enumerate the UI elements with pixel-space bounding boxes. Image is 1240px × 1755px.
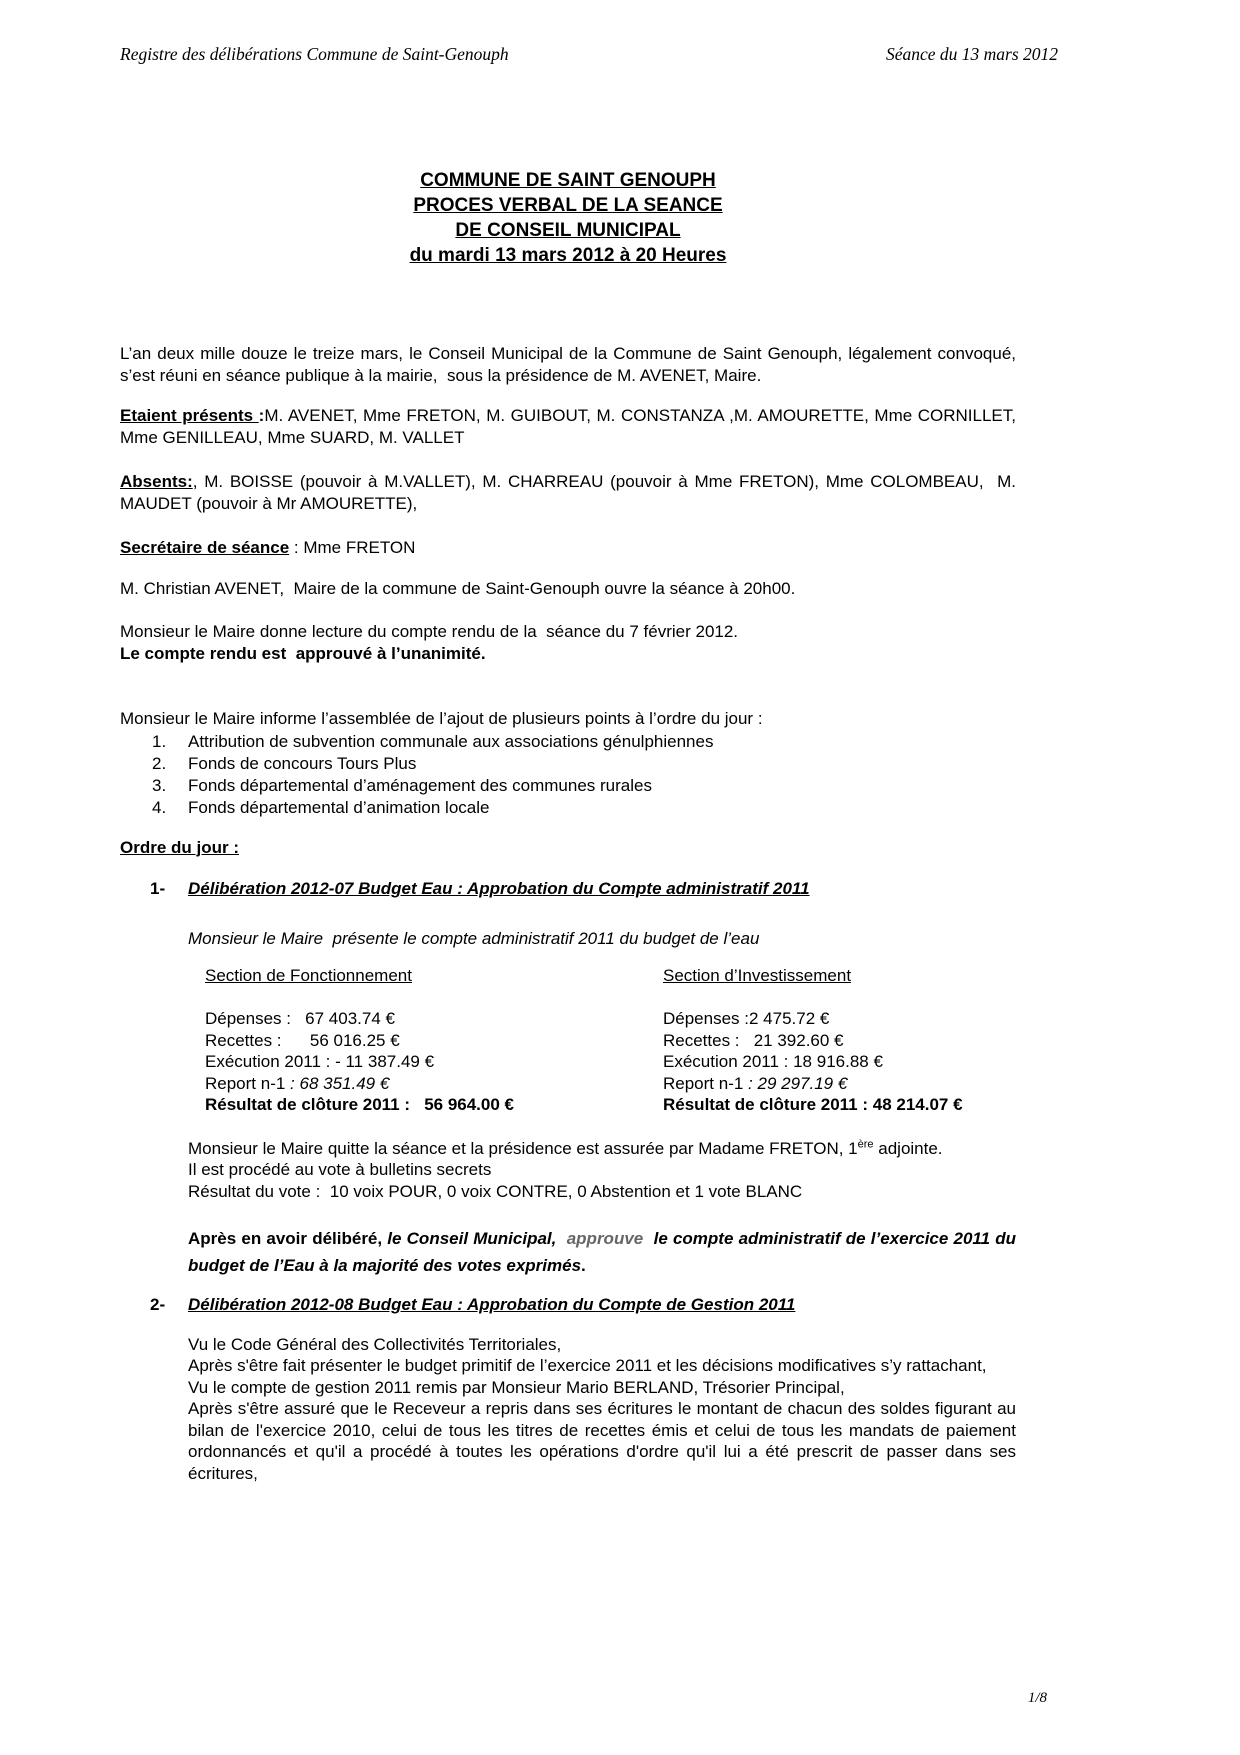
deliberation-1-heading bbox=[120, 878, 1016, 900]
presents-paragraph bbox=[120, 405, 1021, 448]
consideration-compte-gestion: Vu le compte de gestion 2011 remis par Monsieur Mario BERLAND, Trésorier Principal, bbox=[188, 1377, 845, 1397]
presents-names: M. AVENET, Mme FRETON, M. GUIBOUT, M. CONSTANZA ,M. AMOURETTE, Mme CORNILLET, Mme GENILLEAU, Mme SUARD, M. VALLET bbox=[120, 406, 1021, 447]
fonctionnement-execution: Exécution 2011 : - 11 387.49 € bbox=[205, 1052, 435, 1071]
document-title-block bbox=[120, 168, 1016, 268]
investissement-recettes: Recettes : 21 392.60 € bbox=[663, 1030, 844, 1050]
agenda-item bbox=[120, 753, 1016, 775]
decision-approuve-word: approuve bbox=[566, 1229, 644, 1248]
deliberation-2-heading bbox=[120, 1294, 1016, 1316]
decision-lead: Après en avoir délibéré, bbox=[188, 1229, 388, 1248]
absents-names: , M. BOISSE (pouvoir à M.VALLET), M. CHARREAU (pouvoir à Mme FRETON), Mme COLOMBEAU, M. MAUDET (pouvoir à Mr AMOURETTE), bbox=[120, 472, 1021, 513]
consideration-code-general: Vu le Code Général des Collectivités Territoriales, bbox=[188, 1334, 562, 1354]
agenda-additions-intro: Monsieur le Maire informe l’assemblée de l’ajout de plusieurs points à l’ordre du jour : bbox=[120, 709, 763, 728]
secretary-line bbox=[120, 537, 1016, 559]
spacer bbox=[205, 987, 663, 1009]
fonctionnement-section bbox=[205, 965, 663, 1116]
agenda-item bbox=[120, 775, 1016, 797]
presents-separator: : bbox=[258, 406, 265, 425]
agenda-item-number: 2. bbox=[152, 753, 167, 773]
agenda-item-text: Attribution de subvention communale aux associations génulphiennes bbox=[188, 731, 714, 751]
secretary-name: : Mme FRETON bbox=[289, 538, 416, 557]
compte-rendu-lecture: Monsieur le Maire donne lecture du compte rendu de la séance du 7 février 2012. bbox=[120, 622, 739, 641]
agenda-additions-list bbox=[120, 731, 1016, 819]
decision-period: . bbox=[581, 1256, 586, 1275]
consideration-budget-primitif: Après s'être fait présenter le budget primitif de l’exercice 2011 et les décisions modificatives s’y rattachant, bbox=[188, 1356, 987, 1375]
vote-presidence-end: adjointe. bbox=[873, 1138, 943, 1158]
agenda-item bbox=[120, 797, 1016, 819]
convocation-paragraph: L’an deux mille douze le treize mars, le Conseil Municipal de la Commune de Saint Genouph, légalement convoqué, s’est réuni en séance publique à la mairie, sous la présidence de M. AVENET, Maire. bbox=[120, 344, 1021, 385]
mayor-opens-line: M. Christian AVENET, Maire de la commune de Saint-Genouph ouvre la séance à 20h00. bbox=[120, 578, 796, 598]
investissement-depenses: Dépenses :2 475.72 € bbox=[663, 1009, 830, 1028]
agenda-item-text: Fonds de concours Tours Plus bbox=[188, 753, 417, 773]
absents-label: Absents: bbox=[120, 472, 193, 491]
decision-object: le compte administratif de l’exercice 2011 du budget de l’Eau à la majorité des votes exprimés bbox=[188, 1229, 1021, 1275]
secretary-label: Secrétaire de séance bbox=[120, 538, 290, 557]
budget-sections bbox=[205, 965, 1016, 1116]
agenda-item-text: Fonds départemental d’aménagement des communes rurales bbox=[188, 775, 652, 795]
deliberation-2-title: Délibération 2012-08 Budget Eau : Approbation du Compte de Gestion 2011 bbox=[188, 1295, 796, 1314]
agenda-item-number: 3. bbox=[152, 775, 167, 795]
absents-paragraph bbox=[120, 471, 1021, 514]
agenda-item-number: 4. bbox=[152, 797, 167, 817]
spacer bbox=[663, 987, 1016, 1009]
investissement-resultat: Résultat de clôture 2011 : 48 214.07 € bbox=[663, 1095, 963, 1114]
title-line-conseil: DE CONSEIL MUNICIPAL bbox=[455, 220, 681, 241]
fonctionnement-depenses: Dépenses : 67 403.74 € bbox=[205, 1009, 395, 1028]
agenda-item-number: 1. bbox=[152, 731, 167, 751]
investissement-heading: Section d’Investissement bbox=[663, 966, 852, 985]
decision-paragraph bbox=[188, 1225, 1021, 1279]
report-label: Report n-1 bbox=[205, 1073, 291, 1093]
deliberation-1-number: 1- bbox=[150, 879, 166, 898]
decision-council: le Conseil Municipal, bbox=[387, 1229, 567, 1248]
report-label: Report n-1 bbox=[663, 1073, 749, 1093]
investissement-section bbox=[663, 965, 1016, 1116]
deliberation-2-considerations bbox=[188, 1334, 1021, 1485]
report-value: : 29 297.19 € bbox=[748, 1073, 848, 1093]
investissement-execution: Exécution 2011 : 18 916.88 € bbox=[663, 1052, 883, 1071]
agenda-item-text: Fonds départemental d’animation locale bbox=[188, 797, 490, 817]
compte-rendu-paragraph bbox=[120, 621, 1016, 664]
agenda-item bbox=[120, 731, 1016, 753]
title-line-commune: COMMUNE DE SAINT GENOUPH bbox=[420, 170, 716, 191]
page-header bbox=[120, 44, 1058, 66]
fonctionnement-report bbox=[205, 1073, 663, 1095]
deliberation-1-intro: Monsieur le Maire présente le compte administratif 2011 du budget de l’eau bbox=[188, 928, 760, 948]
fonctionnement-recettes: Recettes : 56 016.25 € bbox=[205, 1030, 400, 1050]
header-register-title: Registre des délibérations Commune de Saint-Genouph bbox=[120, 44, 509, 64]
consideration-receveur: Après s'être assuré que le Receveur a repris dans ses écritures le montant de chacun des soldes figurant au bilan de l'exercice 2010, celui de tous les titres de recettes émis et celui de tous les mandats de paiement ordonnancés et qu'il a procédé à toutes les opérations d'ordre qu'il lui a été prescrit de passer dans ses écritures, bbox=[188, 1399, 1021, 1483]
ordinal-superscript: ère bbox=[857, 1137, 874, 1150]
vote-paragraph bbox=[188, 1138, 1016, 1203]
presents-label: Etaient présents bbox=[120, 406, 259, 425]
vote-presidence-text: Monsieur le Maire quitte la séance et la présidence est assurée par Madame FRETON, 1 bbox=[188, 1138, 858, 1158]
deliberation-2-number: 2- bbox=[150, 1295, 166, 1314]
deliberation-1-title: Délibération 2012-07 Budget Eau : Approbation du Compte administratif 2011 bbox=[188, 879, 810, 898]
header-session-date: Séance du 13 mars 2012 bbox=[885, 44, 1058, 64]
compte-rendu-approval: Le compte rendu est approuvé à l’unanimité. bbox=[120, 643, 486, 663]
vote-bulletins-line: Il est procédé au vote à bulletins secrets bbox=[188, 1160, 492, 1179]
investissement-report bbox=[663, 1073, 1016, 1095]
title-line-proces-verbal: PROCES VERBAL DE LA SEANCE bbox=[413, 195, 723, 216]
page-number: 1/8 bbox=[1027, 1690, 1047, 1706]
fonctionnement-resultat: Résultat de clôture 2011 : 56 964.00 € bbox=[205, 1095, 514, 1114]
ordre-du-jour-heading: Ordre du jour : bbox=[120, 837, 239, 857]
report-value: : 68 351.49 € bbox=[290, 1073, 390, 1093]
title-line-date: du mardi 13 mars 2012 à 20 Heures bbox=[409, 245, 727, 266]
fonctionnement-heading: Section de Fonctionnement bbox=[205, 966, 412, 985]
vote-result-line: Résultat du vote : 10 voix POUR, 0 voix CONTRE, 0 Abstention et 1 vote BLANC bbox=[188, 1181, 803, 1201]
